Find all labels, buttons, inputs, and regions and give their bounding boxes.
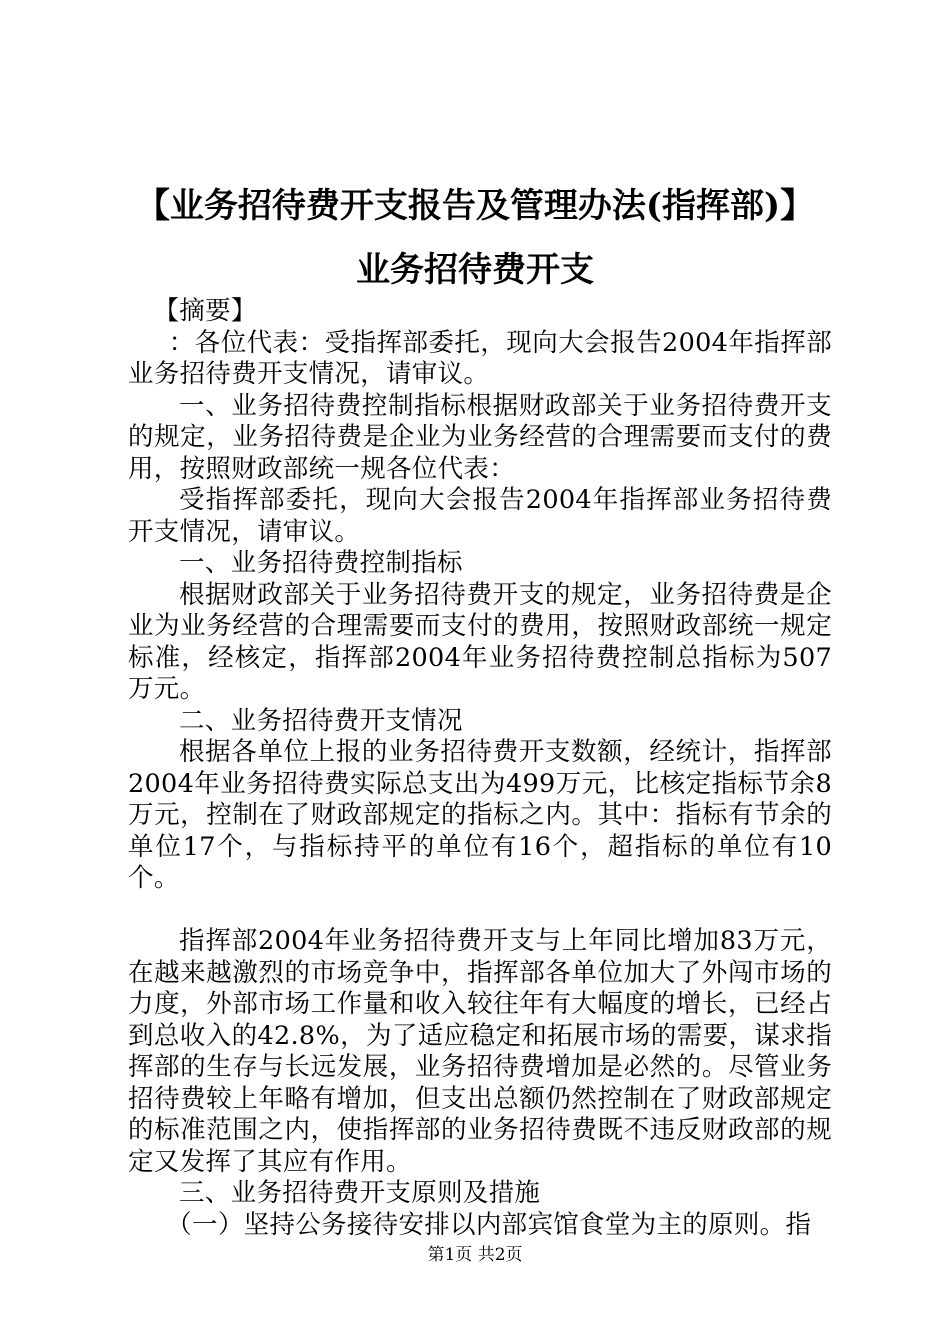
paragraph: 一、业务招待费控制指标根据财政部关于业务招待费开支的规定，业务招待费是企业为业务经营的合理需要而支付的费用，按照财政部统一规各位代表： (128, 390, 832, 484)
section-heading: 二、业务招待费开支情况 (179, 705, 463, 736)
document-title-line-2: 业务招待费开支 (356, 250, 594, 290)
paragraph: 根据各单位上报的业务招待费开支数额，经统计，指挥部2004年业务招待费实际总支出为499万元，比核定指标节余8万元，控制在了财政部规定的指标之内。其中：指标有节余的单位17个，与指标持平的单位有16个，超指标的单位有10个。 (128, 737, 832, 893)
page-footer: 第1页 共2页 (427, 1245, 523, 1265)
document-body (128, 296, 832, 1241)
document-title-line-1: 【业务招待费开支报告及管理办法(指挥部)】 (135, 186, 815, 226)
paragraph: 指挥部2004年业务招待费开支与上年同比增加83万元，在越来越激烈的市场竞争中，指挥部各单位加大了外闯市场的力度，外部市场工作量和收入较往年有大幅度的增长，已经占到总收入的42.8%，为了适应稳定和拓展市场的需要，谋求指挥部的生存与长远发展，业务招待费增加是必然的。尽管业务招待费较上年略有增加，但支出总额仍然控制在了财政部规定的标准范围之内，使指挥部的业务招待费既不违反财政部的规定又发挥了其应有作用。 (128, 926, 832, 1177)
section-heading: 三、业务招待费开支原则及措施 (179, 1178, 541, 1208)
paragraph: 受指挥部委托，现向大会报告2004年指挥部业务招待费开支情况，请审议。 (128, 485, 832, 547)
paragraph: ：各位代表：受指挥部委托，现向大会报告2004年指挥部业务招待费开支情况，请审议。 (128, 327, 832, 389)
abstract-label: 【摘要】 (153, 296, 257, 326)
paragraph: 根据财政部关于业务招待费开支的规定，业务招待费是企业为业务经营的合理需要而支付的费用，按照财政部统一规定标准，经核定，指挥部2004年业务招待费控制总指标为507万元。 (128, 579, 832, 704)
paragraph: （一）坚持公务接待安排以内部宾馆食堂为主的原则。指 (166, 1209, 812, 1240)
section-heading: 一、业务招待费控制指标 (179, 548, 463, 578)
